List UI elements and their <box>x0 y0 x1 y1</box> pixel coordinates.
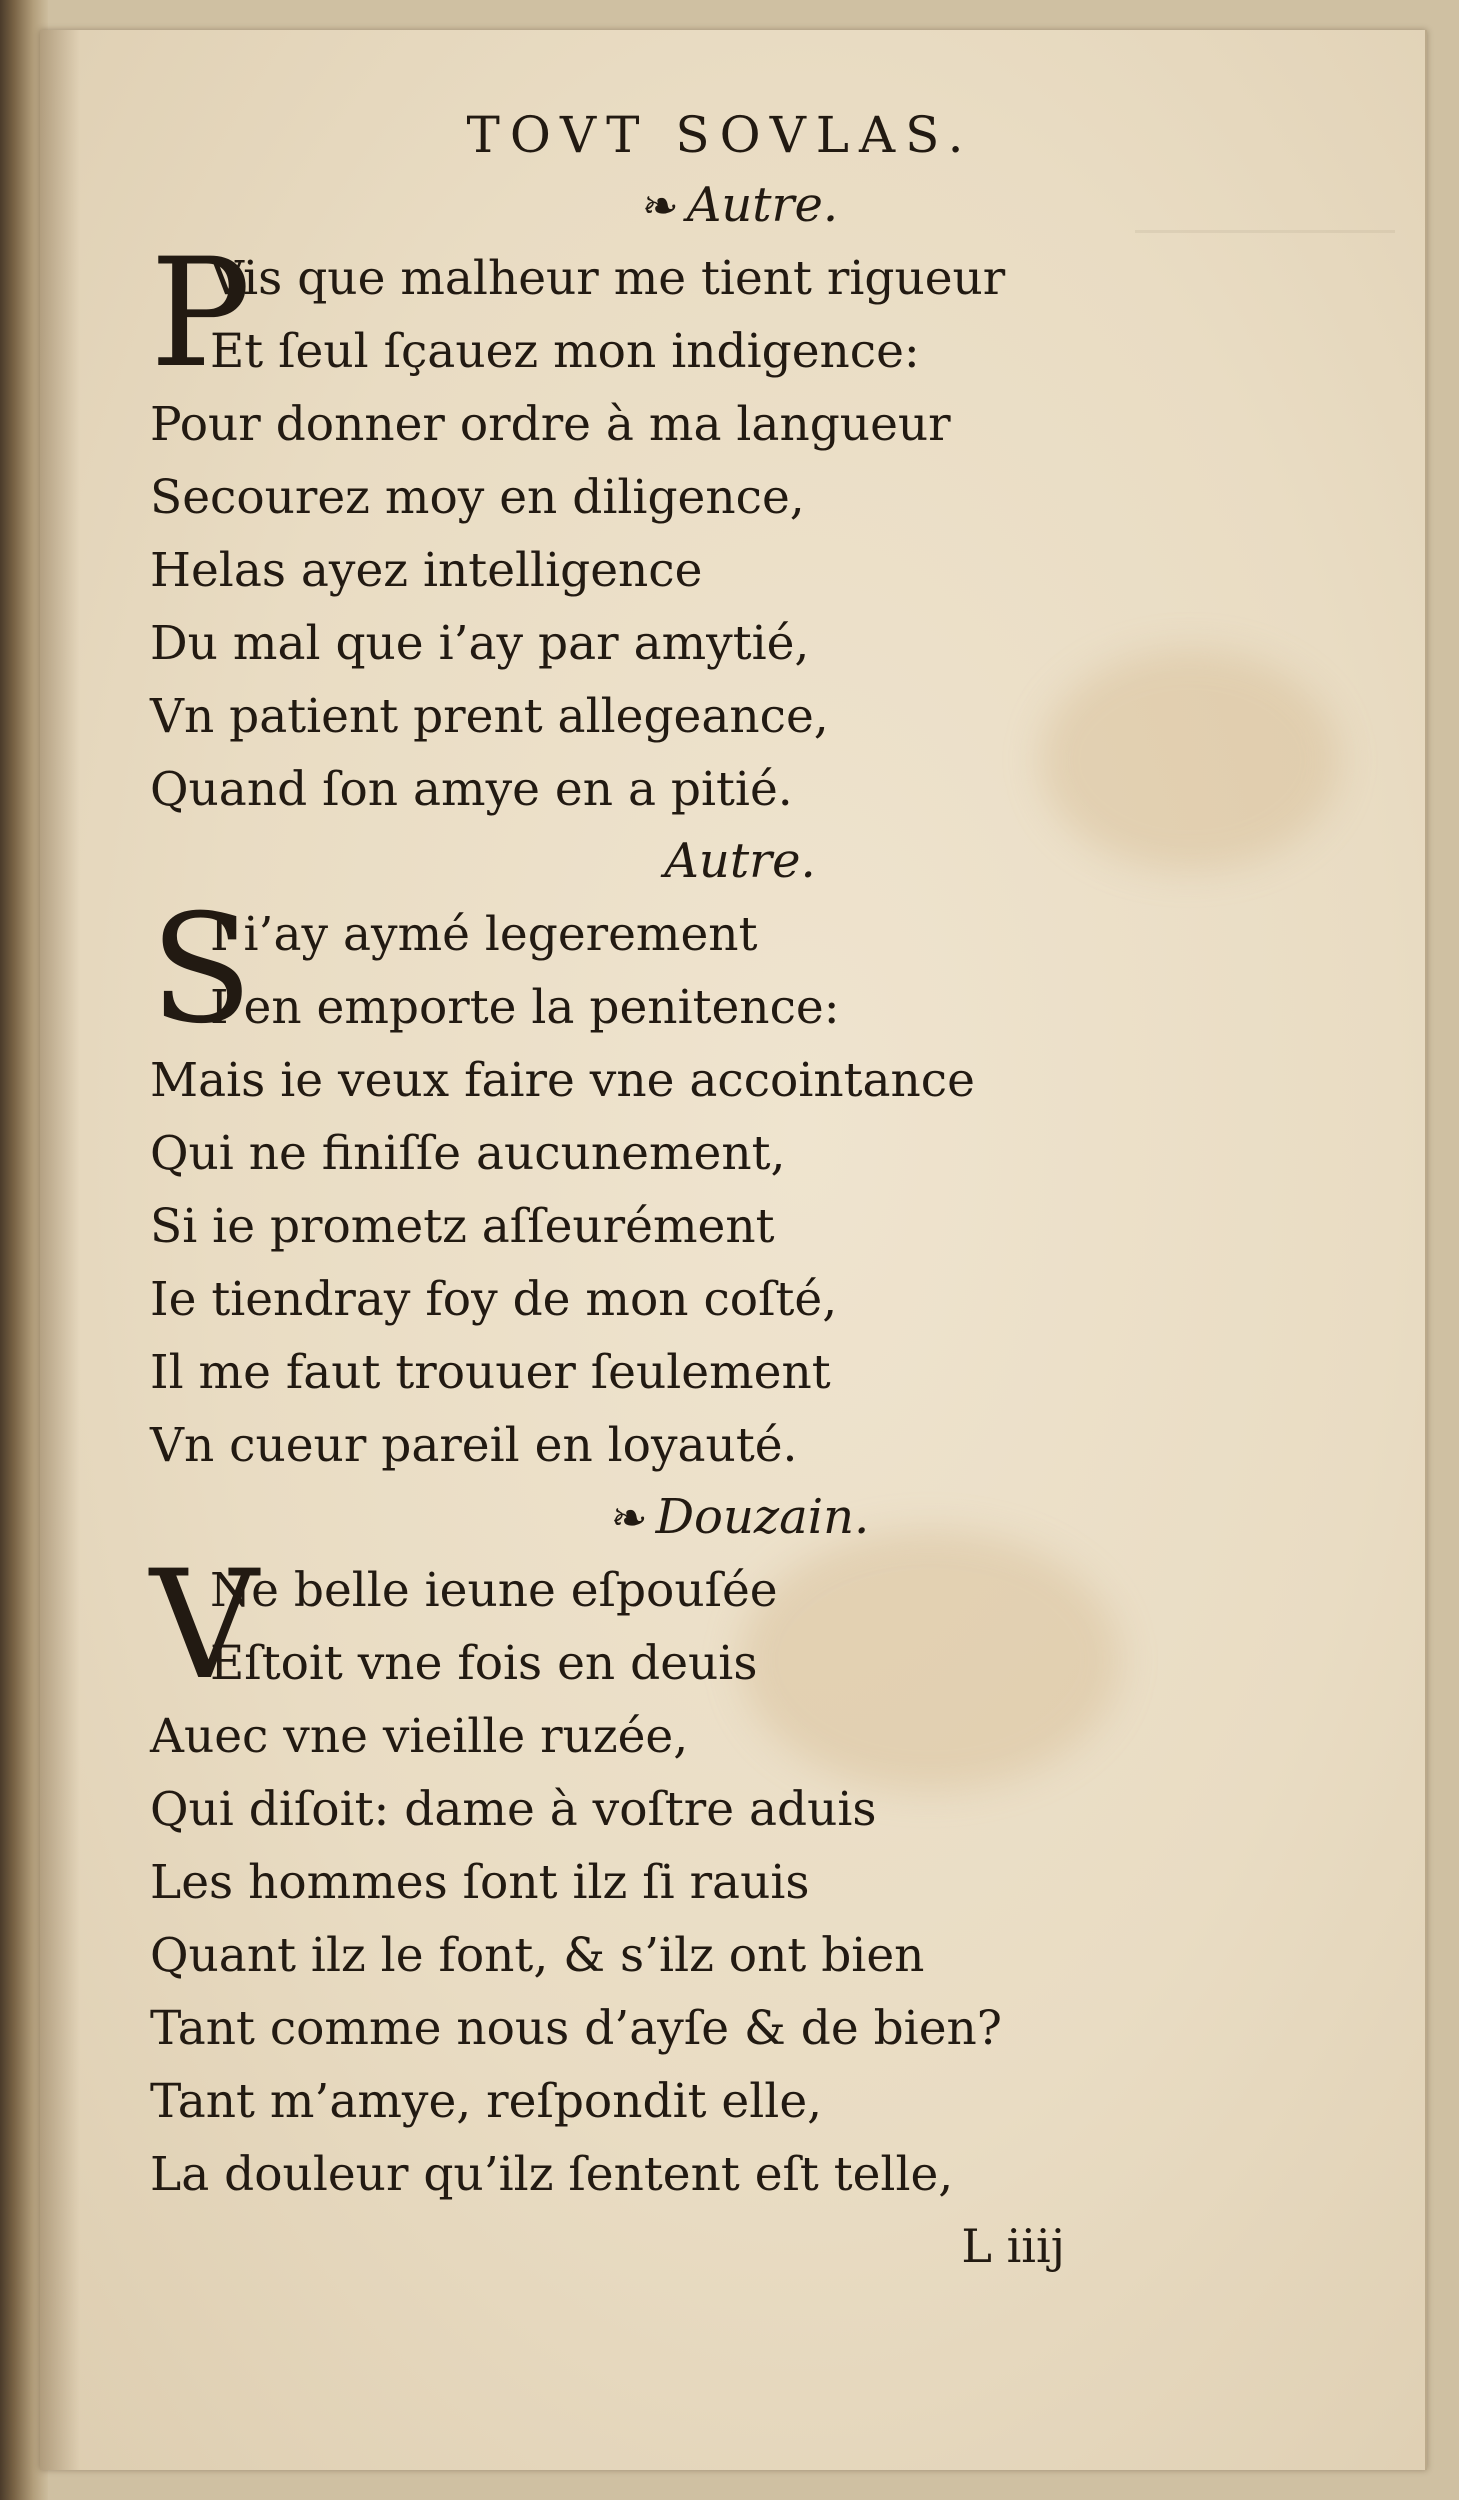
stanza <box>150 883 1330 1482</box>
section-title <box>150 826 1330 898</box>
running-head: TOVT SOVLAS. <box>466 106 974 164</box>
verse-line: Qui diſoit: dame à voſtre aduis <box>150 1782 877 1837</box>
verse-line: Eſtoit vne fois en deuis <box>210 1636 758 1691</box>
section-title-text: Autre. <box>664 833 816 889</box>
verse-line: Helas ayez intelligence <box>150 543 703 598</box>
verse-line: I i’ay aymé legerement <box>210 907 758 962</box>
section-title <box>150 1482 1330 1554</box>
verse-line: La douleur qu’ilz ſentent eſt telle, <box>150 2147 954 2202</box>
signature-mark: L iiij <box>961 2219 1065 2273</box>
verse-line: I’en emporte la penitence: <box>210 980 840 1035</box>
verse-line: Pour donner ordre à ma langueur <box>150 397 951 452</box>
verse-line: Les hommes ſont ilz ſi rauis <box>150 1855 810 1910</box>
gutter-shadow <box>40 30 80 2470</box>
verse-line: Vn cueur pareil en loyauté. <box>150 1418 798 1473</box>
page <box>40 30 1427 2470</box>
verse-line: Quant ilz le font, & s’ilz ont bien <box>150 1928 925 1983</box>
verse-line: Il me faut trouuer ſeulement <box>150 1345 831 1400</box>
verse-line: Secourez moy en diligence, <box>150 470 805 525</box>
stanza <box>150 227 1330 826</box>
verse-line: Qui ne finiſſe aucunement, <box>150 1126 786 1181</box>
fleuron-ornament: ❧ <box>610 1493 648 1544</box>
verse-line: Tant comme nous d’ayſe & de bien? <box>150 2001 1002 2056</box>
verse-line: Du mal que i’ay par amytié, <box>150 616 810 671</box>
verse-line: Si ie prometz aſſeurément <box>150 1199 775 1254</box>
drop-capital: P <box>150 227 251 401</box>
drop-capital: V <box>150 1539 259 1713</box>
section-title-text: Douzain. <box>655 1489 870 1545</box>
verse-line: Ie tiendray foy de mon coſté, <box>150 1272 838 1327</box>
verse-line: Quand ſon amye en a pitié. <box>150 762 793 817</box>
verse-line: Mais ie veux faire vne accointance <box>150 1053 975 1108</box>
verse-line: Vis que malheur me tient rigueur <box>210 251 1006 306</box>
section-title-text: Autre. <box>686 177 839 233</box>
stanza <box>150 1539 1330 2211</box>
text-block <box>150 100 1330 2281</box>
verse-line: Et ſeul ſçauez mon indigence: <box>210 324 920 379</box>
fleuron-ornament: ❧ <box>641 181 679 232</box>
drop-capital: S <box>150 883 253 1057</box>
verse-line: Tant m’amye, reſpondit elle, <box>150 2074 823 2129</box>
verse-line: Auec vne vieille ruzée, <box>150 1709 689 1764</box>
verse-line: Vn patient prent allegeance, <box>150 689 829 744</box>
section-title <box>150 170 1330 242</box>
verse-line: Ne belle ieune eſpouſée <box>210 1563 778 1618</box>
